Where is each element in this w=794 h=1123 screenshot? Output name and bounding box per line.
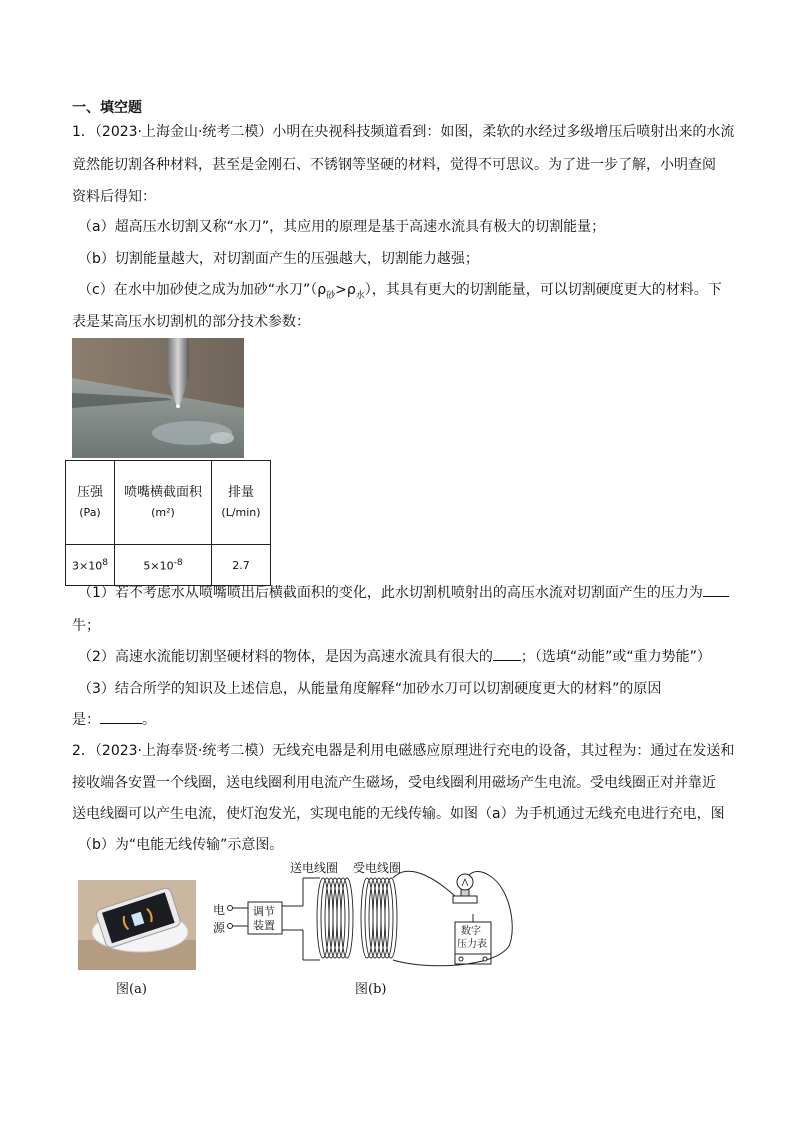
answer-blank-2[interactable]: [493, 648, 521, 661]
label-meter-bottom: 压力表: [457, 939, 487, 950]
q1-line-2: 竟然能切割各种材料，甚至是金刚石、不锈钢等坚硬的材料，觉得不可思议。为了进一步了解，小明查阅: [72, 157, 716, 173]
label-meter-top: 数字: [461, 926, 481, 937]
figure-a-caption: 图(a): [116, 982, 147, 997]
label-power-bottom: 源: [213, 921, 226, 935]
cell-nozzle-area: $5\times 10^{-8}$: [115, 545, 212, 586]
label-power-top: 电: [213, 903, 226, 917]
q1-line-table-intro: 表是某高压水切割机的部分技术参数：: [72, 314, 310, 330]
q1-point-c: （c）在水中加砂使之成为加砂“水刀$”(\rho_砂>\rho_水)$，其具有更大的切割能量，可以切割硬度更大的材料。下: [78, 282, 722, 301]
label-recv-coil: 受电线圈: [353, 861, 402, 875]
params-table: [65, 460, 271, 586]
q2-line-3: 送电线圈可以产生电流，使灯泡发光，实现电能的无线传输。如图（a）为手机通过无线充电进行充电，图: [72, 806, 725, 822]
q2-line-4: （b）为“电能无线传输”示意图。: [78, 837, 284, 853]
header-flow-rate: 排量 (L/min): [212, 461, 271, 545]
q2-line-2: 接收端各安置一个线圈，送电线圈利用电流产生磁场，受电线圈利用磁场产生电流。受电线圈正对并靠近: [72, 775, 716, 791]
q1-sub-1-cont: 牛；: [72, 618, 100, 634]
q1-sub-2: （2）高速水流能切割坚硬材料的物体，是因为高速水流具有很大的 ；（选填“动能”或“重力势能”）: [78, 649, 711, 665]
q1-point-b: （b）切割能量越大，对切割面产生的压强越大，切割能力越强；: [78, 251, 479, 267]
label-regulator-top: 调节: [253, 905, 275, 918]
figure-a-phone-charging: [78, 880, 196, 970]
header-pressure: 压强 (Pa): [66, 461, 115, 545]
water-jet-cutting-photo: [72, 338, 244, 458]
q1-sub-3-cont: 是： 。: [72, 712, 156, 728]
q1-sub-3: （3）结合所学的知识及上述信息，从能量角度解释“加砂水刀可以切割硬度更大的材料”的原因: [78, 681, 662, 697]
label-send-coil: 送电线圈: [290, 861, 339, 875]
bulb-icon: [453, 874, 477, 903]
answer-blank-3[interactable]: [100, 711, 142, 724]
label-regulator-bottom: 装置: [253, 919, 275, 932]
q1-line-1: 1．（2023·上海金山·统考二模）小明在央视科技频道看到：如图，柔软的水经过多级增压后喷射出来的水流: [72, 124, 735, 140]
q1-line-3: 资料后得知：: [72, 189, 156, 205]
section-heading: 一、填空题: [72, 100, 142, 116]
figure-b-wireless-transfer-diagram: [205, 858, 525, 976]
header-nozzle-area: 喷嘴横截面积 (m²): [115, 461, 212, 545]
q1-point-a: （a）超高压水切割又称“水刀”，其应用的原理是基于高速水流具有极大的切割能量；: [78, 219, 606, 235]
cell-flow-rate: 2.7: [212, 545, 271, 586]
figure-b-caption: 图(b): [355, 982, 387, 997]
answer-blank-1[interactable]: [703, 584, 729, 597]
cell-pressure: $3\times 10^8$: [66, 545, 115, 586]
q2-line-1: 2．（2023·上海奉贤·统考二模）无线充电器是利用电磁感应原理进行充电的设备，其过程为：通过在发送和: [72, 743, 735, 759]
q1-sub-1: （1）若不考虑水从喷嘴喷出后横截面积的变化，此水切割机喷射出的高压水流对切割面产生的压力为: [78, 584, 729, 602]
